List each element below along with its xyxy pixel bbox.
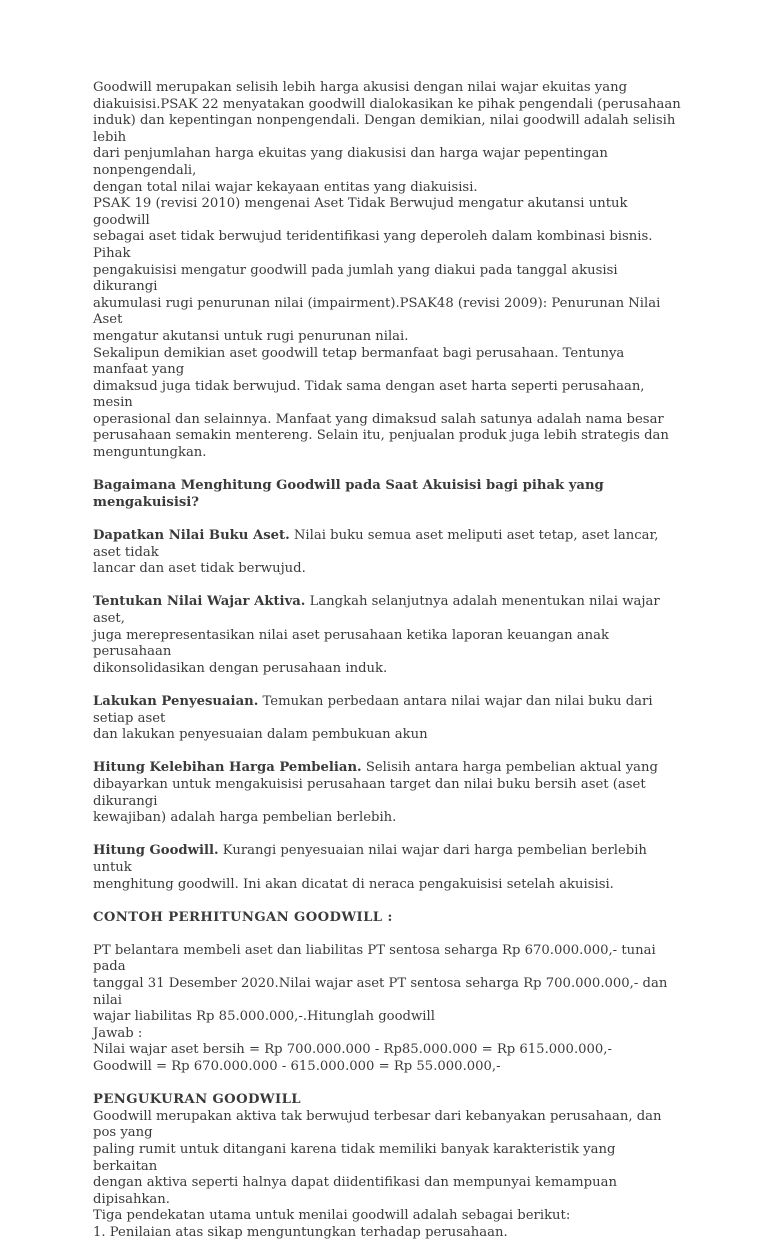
intro-paragraph-2: PSAK 19 (revisi 2010) mengenai Aset Tidak Berwujud mengatur akutansi untuk goodwill sebagai aset tidak berwujud teridentifikasi yang deperoleh dalam kombinasi bisnis. Pihak pengakuisisi mengatur goodwill pada jumlah yang diakui pada tanggal akusisi dikurangi akumulasi rugi penurunan nilai (impairment).PSAK48 (revisi 2009): Penurunan Nilai Aset mengatur akutansi untuk rugi penurunan nilai. bbox=[93, 196, 661, 344]
step-4-text: Selisih antara harga pembelian aktual yang dibayarkan untuk mengakuisisi perusahaan target dan nilai buku bersih aset (aset dikurangi kewajiban) adalah harga pembelian berlebih. bbox=[93, 760, 658, 826]
step-5 bbox=[93, 843, 683, 893]
measurement-text: Goodwill merupakan aktiva tak berwujud terbesar dari kebanyakan perusahaan, dan pos yang paling rumit untuk ditangani karena tidak memiliki banyak karakteristik yang berkaitan dengan aktiva seperti halnya dapat diidentifikasi dan mempunyai kemampuan dipisahkan. Tiga pendekatan utama untuk menilai goodwill adalah sebagai berikut: bbox=[93, 1108, 662, 1224]
step-2 bbox=[93, 594, 683, 677]
step-3-text: Temukan perbedaan antara nilai wajar dan nilai buku dari setiap aset dan lakukan penyesuaian dalam pembukuan akun bbox=[93, 693, 653, 743]
step-1 bbox=[93, 528, 683, 578]
step-4-title: Hitung Kelebihan Harga Pembelian. bbox=[93, 760, 362, 776]
document-body bbox=[93, 80, 683, 1242]
measurement-item-1: 1. Penilaian atas sikap menguntungkan terhadap perusahaan. bbox=[93, 1224, 508, 1240]
step-5-title: Hitung Goodwill. bbox=[93, 843, 219, 859]
step-1-title: Dapatkan Nilai Buku Aset. bbox=[93, 528, 290, 544]
step-1-text: Nilai buku semua aset meliputi aset tetap, aset lancar, aset tidak lancar dan aset tidak berwujud. bbox=[93, 528, 659, 577]
example-calc-line-1: Nilai wajar aset bersih = Rp 700.000.000 - Rp85.000.000 = Rp 615.000.000,- bbox=[93, 1042, 612, 1058]
intro-paragraph-3: Sekalipun demikian aset goodwill tetap bermanfaat bagi perusahaan. Tentunya manfaat yang dimaksud juga tidak berwujud. Tidak sama dengan aset harta seperti perusahaan, mesin operasional dan selainnya. Manfaat yang dimaksud salah satunya adalah nama besar perusahaan semakin mentereng. Selain itu, penjualan produk juga lebih strategis dan menguntungkan. bbox=[93, 345, 669, 461]
example-problem: PT belantara membeli aset dan liabilitas PT sentosa seharga Rp 670.000.000,- tunai pada tanggal 31 Desember 2020.Nilai wajar aset PT sentosa seharga Rp 700.000.000,- dan nilai wajar liabilitas Rp 85.000.000,-.Hitunglah goodwill bbox=[93, 942, 668, 1025]
intro-paragraph-1: Goodwill merupakan selisih lebih harga akusisi dengan nilai wajar ekuitas yang diakuisisi.PSAK 22 menyatakan goodwill dialokasikan ke pihak pengendali (perusahaan induk) dan kepentingan nonpengendali. Dengan demikian, nilai goodwill adalah selisih lebih dari penjumlahan harga ekuitas yang diakusisi dan harga wajar pepentingan nonpengendali, dengan total nilai wajar kekayaan entitas yang diakuisisi. bbox=[93, 80, 681, 195]
question-heading: Bagaimana Menghitung Goodwill pada Saat Akuisisi bagi pihak yang mengakuisisi? bbox=[93, 478, 604, 510]
step-4 bbox=[93, 760, 683, 826]
example-answer-label: Jawab : bbox=[93, 1025, 143, 1041]
step-3 bbox=[93, 694, 683, 744]
example-heading: CONTOH PERHITUNGAN GOODWILL : bbox=[93, 909, 393, 925]
step-2-title: Tentukan Nilai Wajar Aktiva. bbox=[93, 594, 306, 610]
measurement-heading: PENGUKURAN GOODWILL bbox=[93, 1092, 301, 1108]
step-2-text: Langkah selanjutnya adalah menentukan nilai wajar aset, juga merepresentasikan nilai aset perusahaan ketika laporan keuangan anak perusahaan dikonsolidasikan dengan perusahaan induk. bbox=[93, 594, 660, 676]
step-3-title: Lakukan Penyesuaian. bbox=[93, 693, 259, 709]
step-5-text: Kurangi penyesuaian nilai wajar dari harga pembelian berlebih untuk menghitung goodwill. Ini akan dicatat di neraca pengakuisisi setelah akuisisi. bbox=[93, 843, 647, 892]
example-calc-line-2: Goodwill = Rp 670.000.000 - 615.000.000 = Rp 55.000.000,- bbox=[93, 1059, 501, 1075]
